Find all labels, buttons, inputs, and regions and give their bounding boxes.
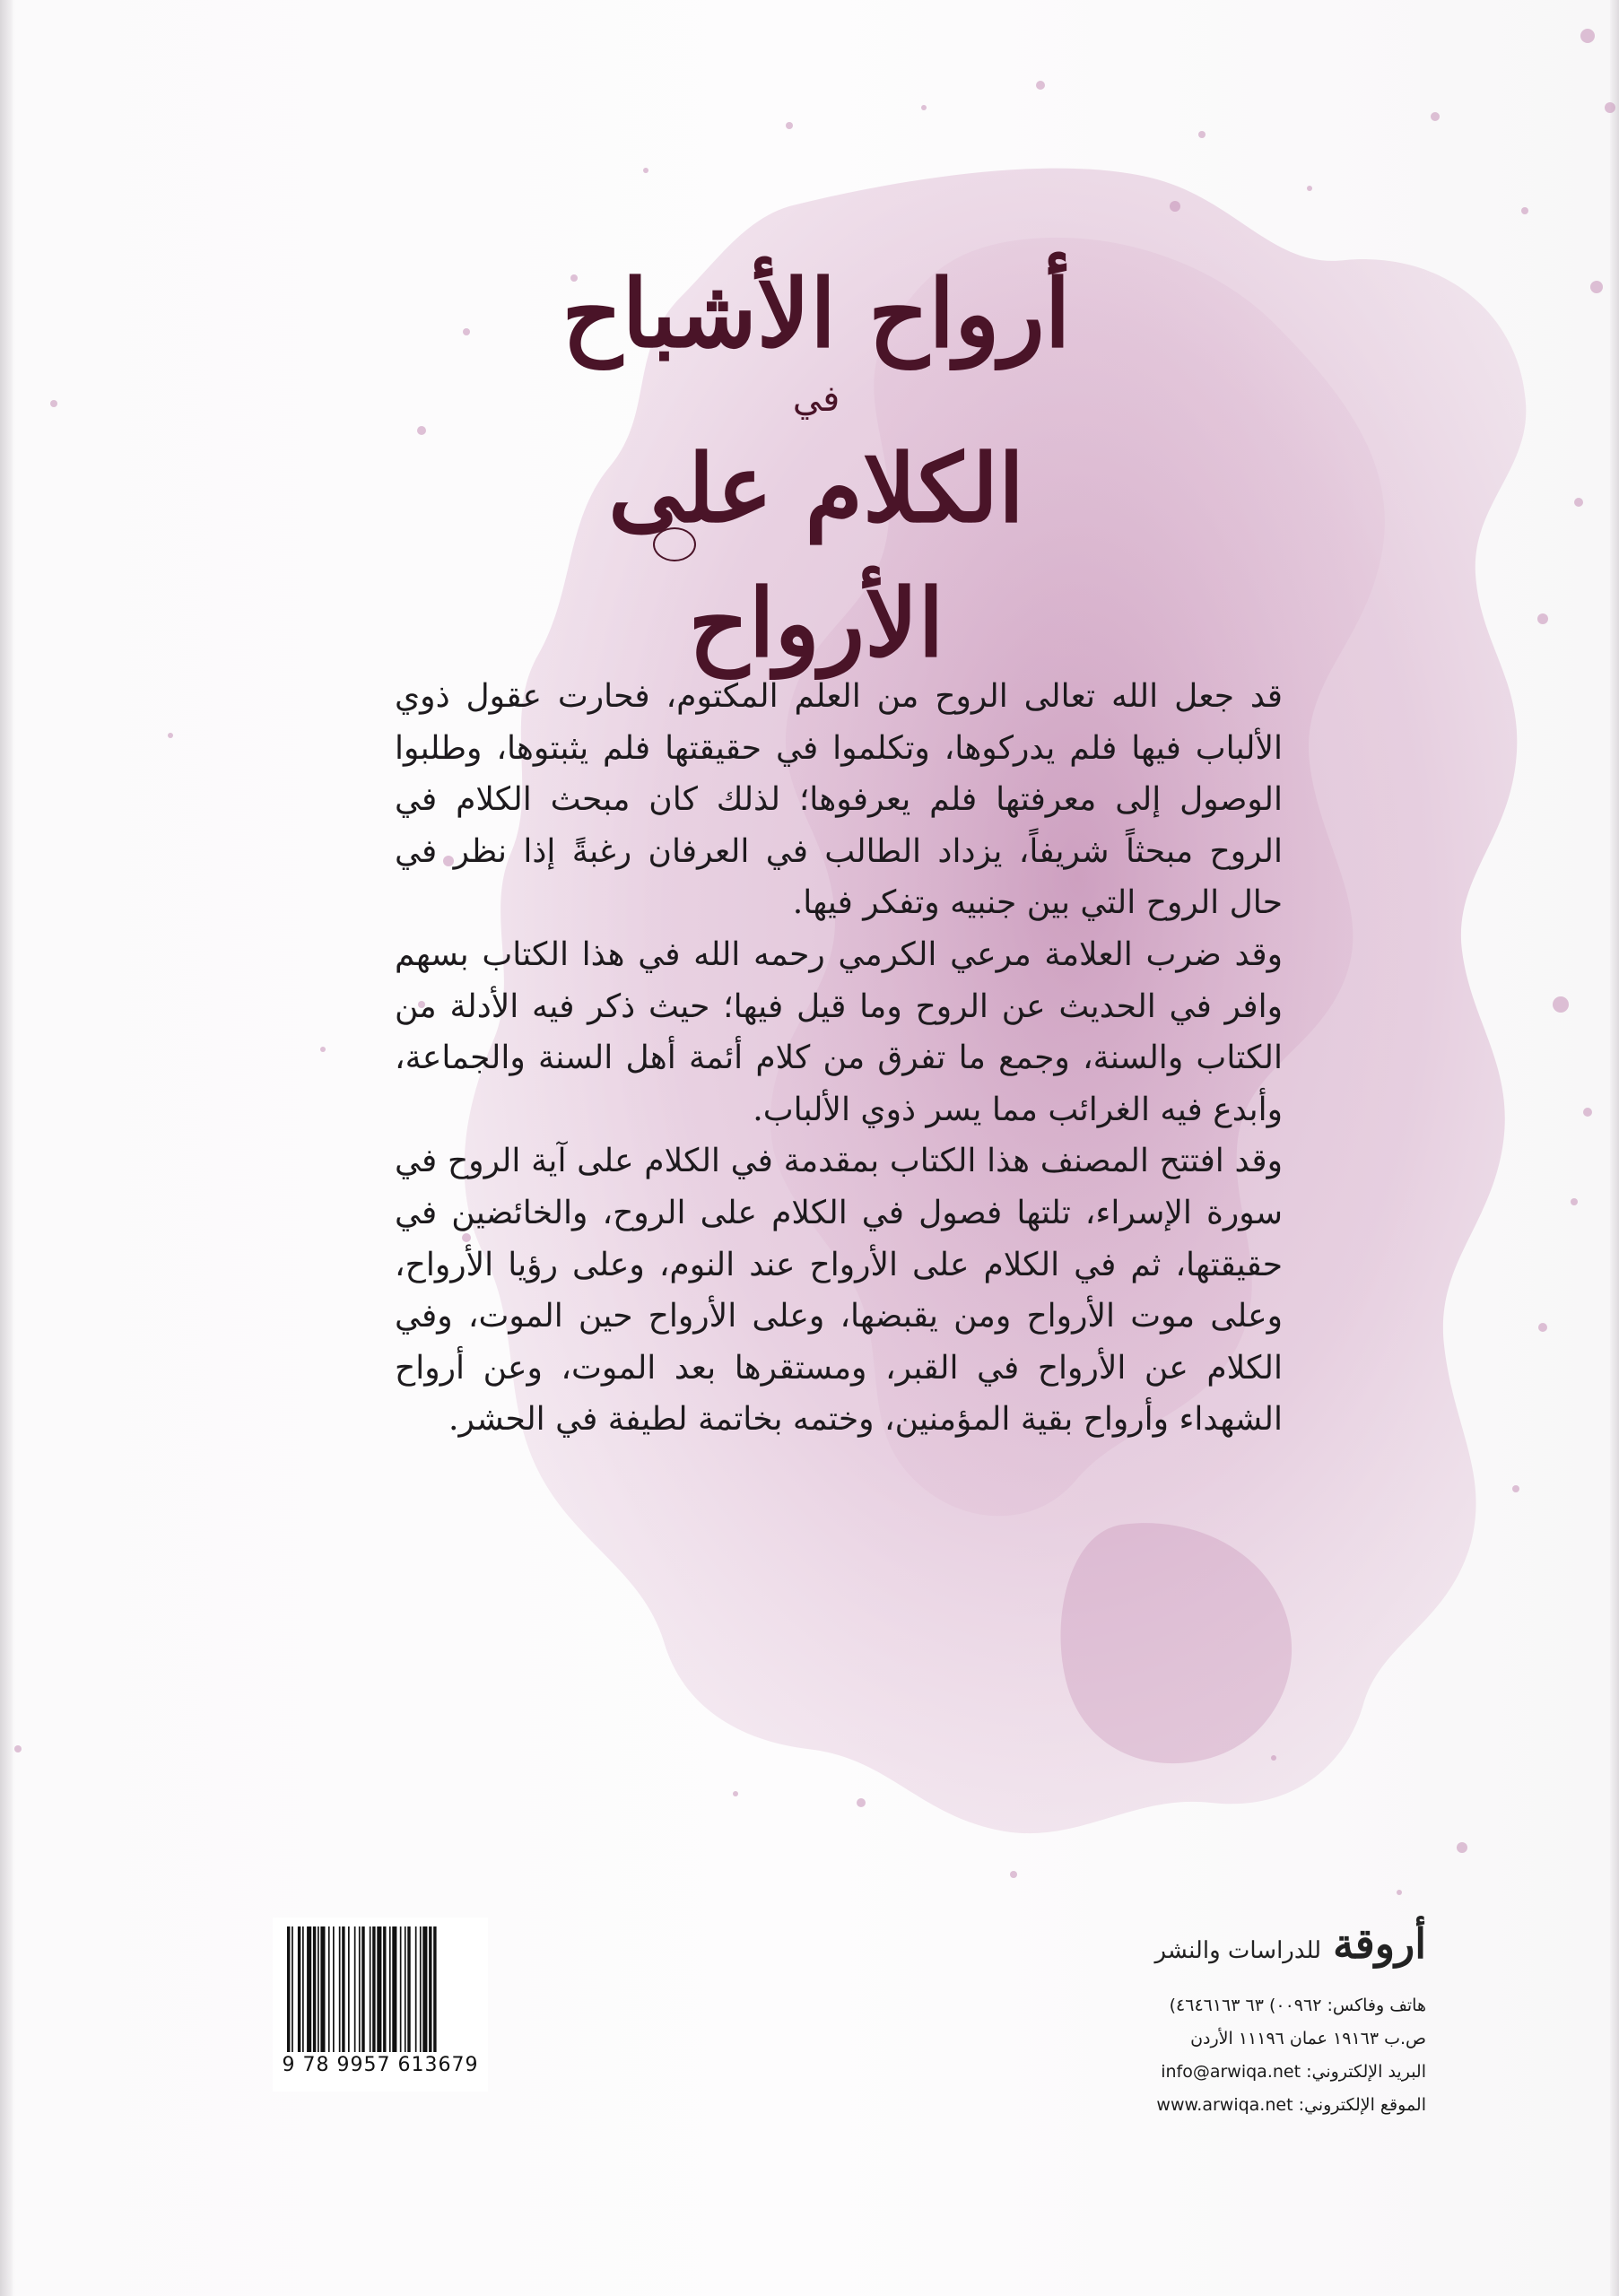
website-label: الموقع الإلكتروني: <box>1298 2095 1426 2115</box>
barcode-bar <box>359 1926 361 2052</box>
barcode-bar <box>342 1926 344 2052</box>
publisher-logo <box>1094 1919 1426 1982</box>
barcode-bar <box>383 1926 386 2052</box>
barcode-bar <box>318 1926 319 2052</box>
blurb-paragraph: وقد ضرب العلامة مرعي الكرمي رحمه الله في هذا الكتاب بسهم وافر في الحديث عن الروح وما قيل فيها؛ حيث ذكر فيه الأدلة من الكتاب والسنة، وجمع ما تفرق من كلام أئمة أهل السنة والجماعة، وأبدع فيه الغرائب مما يسر ذوي الألباب. <box>395 935 1283 1128</box>
barcode-bar <box>400 1926 402 2052</box>
barcode-bar <box>389 1926 391 2052</box>
isbn-barcode <box>273 1918 488 2092</box>
website-value[interactable]: www.arwiqa.net <box>1156 2095 1293 2115</box>
barcode-bar <box>405 1926 406 2052</box>
barcode-bar <box>328 1926 330 2052</box>
phone-value: ٠٠٩٦٢) ٦٣ ٤٦٤٦١٦٣) <box>1169 1996 1322 2015</box>
barcode-bar <box>392 1926 396 2052</box>
barcode-bar <box>422 1926 427 2052</box>
barcode-bar <box>313 1926 316 2052</box>
phone-label: هاتف وفاكس: <box>1327 1996 1426 2015</box>
barcode-bar <box>307 1926 311 2052</box>
barcode-bar <box>333 1926 335 2052</box>
title-line-sub: الكلام على الأرواح <box>608 433 1024 678</box>
barcode-bar <box>339 1926 341 2052</box>
blurb-paragraph: قد جعل الله تعالى الروح من العلم المكتوم، فحارت عقول ذوي الألباب فيها فلم يدركوها، وتكلموا في حقيقتها فلم يثبتوها، وطلبوا الوصول إلى معرفتها فلم يعرفوها؛ لذلك كان مبحث الكلام في الروح مبحثاً شريفاً، يزداد الطالب في العرفان رغبةً إذا نظر في حال الروح التي بين جنبيه وتفكر فيها. <box>395 678 1283 922</box>
barcode-bar <box>348 1926 350 2052</box>
barcode-bar <box>372 1926 375 2052</box>
isbn-number: 9 78 9957 613679 <box>282 2054 479 2076</box>
calligrapher-seal-icon <box>653 527 696 561</box>
barcode-bar <box>433 1926 436 2052</box>
title-line-connector: في <box>792 378 840 420</box>
publisher-logo-subtitle: للدراسات والنشر <box>1154 1937 1322 1964</box>
barcode-bar <box>407 1926 410 2052</box>
book-title <box>502 242 1130 678</box>
barcode-icon <box>285 1926 475 2052</box>
barcode-bar <box>415 1926 417 2052</box>
barcode-bar <box>354 1926 356 2052</box>
barcode-bar <box>292 1926 293 2052</box>
email-value[interactable]: info@arwiqa.net <box>1161 2062 1301 2082</box>
barcode-bar <box>298 1926 300 2052</box>
back-cover-blurb <box>395 671 1283 1446</box>
barcode-bar <box>420 1926 422 2052</box>
publisher-website <box>1094 2089 1426 2122</box>
barcode-bar <box>361 1926 364 2052</box>
publisher-contact <box>1094 1989 1426 2122</box>
blurb-paragraph: وقد افتتح المصنف هذا الكتاب بمقدمة في الكلام على آية الروح في سورة الإسراء، تلتها فصول في الكلام على الروح، والخائضين في حقيقتها، ثم في الكلام على الأرواح عند النوم، وعلى رؤيا الأرواح، وعلى موت الأرواح ومن يقبضها، وعلى الأرواح حين الموت، وفي الكلام عن الأرواح في القبر، ومستقرها بعد الموت، وعن أرواح الشهداء وأرواح بقية المؤمنين، وختمه بخاتمة لطيفة في الحشر. <box>395 1143 1283 1439</box>
publisher-logo-mark: أروقة <box>1333 1919 1426 1968</box>
publisher-phone <box>1094 1989 1426 2022</box>
publisher-info <box>1094 1919 1426 2126</box>
barcode-bar <box>302 1926 304 2052</box>
barcode-bar <box>287 1926 290 2052</box>
publisher-email <box>1094 2056 1426 2089</box>
title-line-main: أرواح الأشباح <box>561 258 1071 369</box>
barcode-bar <box>429 1926 431 2052</box>
barcode-bar <box>320 1926 325 2052</box>
publisher-pobox: ص.ب ١٩١٦٣ عمان ١١١٩٦ الأردن <box>1190 2029 1426 2048</box>
barcode-bar <box>370 1926 371 2052</box>
barcode-bar <box>377 1926 381 2052</box>
email-label: البريد الإلكتروني: <box>1306 2062 1426 2082</box>
